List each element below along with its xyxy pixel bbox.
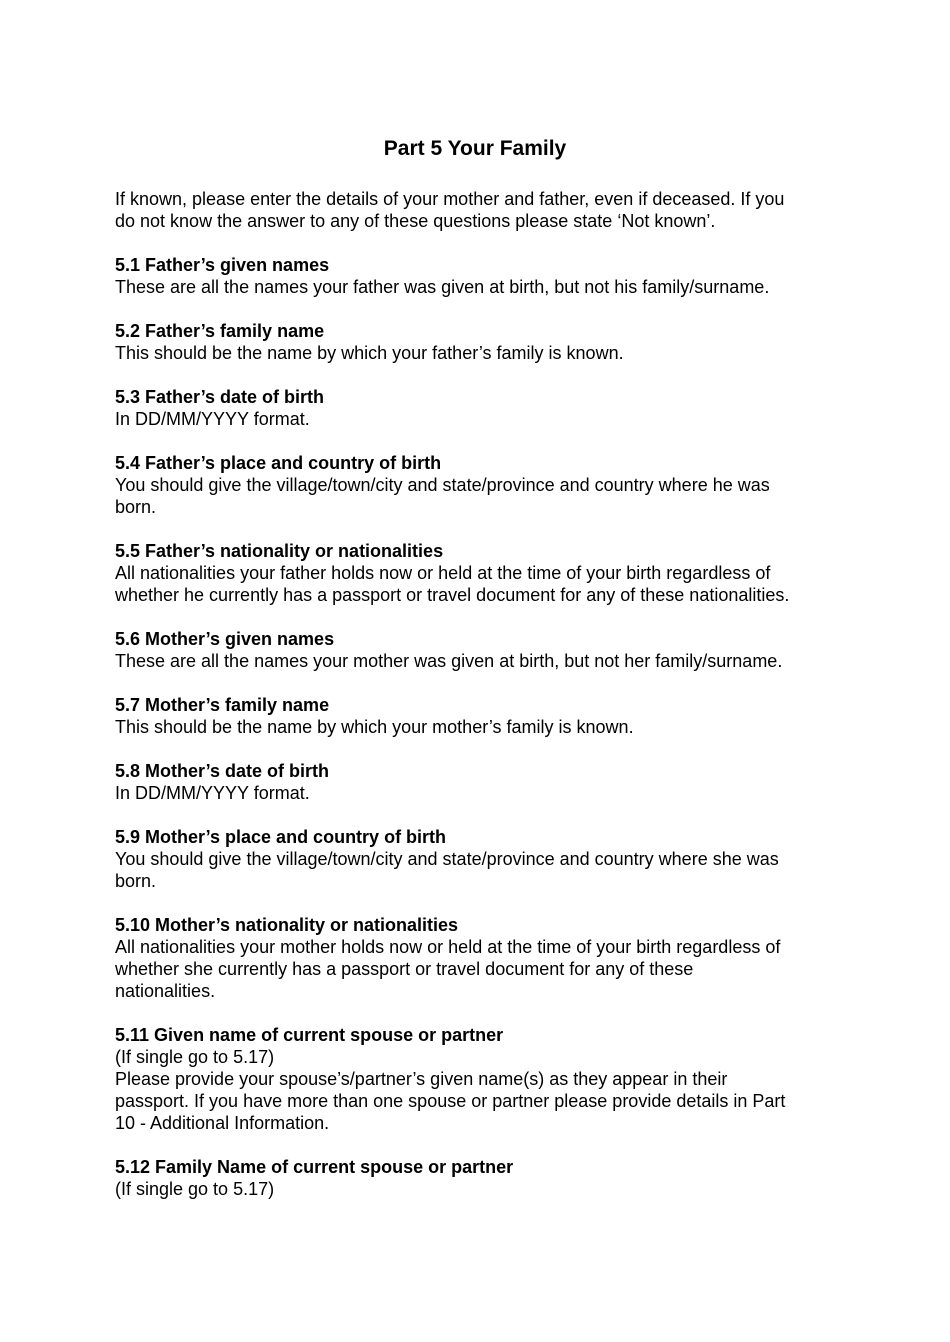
section-5-3 bbox=[115, 386, 855, 430]
intro-line: do not know the answer to any of these questions please state ‘Not known’. bbox=[115, 211, 716, 231]
section-heading: 5.7 Mother’s family name bbox=[115, 695, 330, 715]
section-heading: 5.6 Mother’s given names bbox=[115, 629, 335, 649]
section-heading: 5.11 Given name of current spouse or partner bbox=[115, 1025, 504, 1045]
section-heading: 5.12 Family Name of current spouse or partner bbox=[115, 1157, 514, 1177]
section-5-11 bbox=[115, 1024, 855, 1134]
intro-line: If known, please enter the details of your mother and father, even if deceased. If you bbox=[115, 189, 785, 209]
section-text: You should give the village/town/city and state/province and country where he was bbox=[115, 475, 770, 495]
section-heading: 5.10 Mother’s nationality or nationalities bbox=[115, 915, 459, 935]
section-text: whether he currently has a passport or travel document for any of these nationalities. bbox=[115, 585, 790, 605]
section-text: born. bbox=[115, 497, 157, 517]
intro-paragraph bbox=[115, 188, 855, 232]
section-text: This should be the name by which your mother’s family is known. bbox=[115, 717, 634, 737]
section-text: All nationalities your mother holds now or held at the time of your birth regardless of bbox=[115, 937, 781, 957]
section-text: (If single go to 5.17) bbox=[115, 1047, 275, 1067]
section-text: All nationalities your father holds now or held at the time of your birth regardless of bbox=[115, 563, 771, 583]
section-5-4 bbox=[115, 452, 855, 518]
section-5-12 bbox=[115, 1156, 855, 1200]
page-title: Part 5 Your Family bbox=[383, 137, 567, 160]
section-text: You should give the village/town/city and state/province and country where she was bbox=[115, 849, 779, 869]
section-heading: 5.5 Father’s nationality or nationalities bbox=[115, 541, 444, 561]
section-5-6 bbox=[115, 628, 855, 672]
section-text: In DD/MM/YYYY format. bbox=[115, 783, 310, 803]
section-5-2 bbox=[115, 320, 855, 364]
section-text: These are all the names your mother was given at birth, but not her family/surname. bbox=[115, 651, 783, 671]
section-text: This should be the name by which your father’s family is known. bbox=[115, 343, 624, 363]
section-5-10 bbox=[115, 914, 855, 1002]
section-heading: 5.9 Mother’s place and country of birth bbox=[115, 827, 447, 847]
section-text: (If single go to 5.17) bbox=[115, 1179, 275, 1199]
section-5-8 bbox=[115, 760, 855, 804]
section-text: In DD/MM/YYYY format. bbox=[115, 409, 310, 429]
section-text: whether she currently has a passport or travel document for any of these bbox=[115, 959, 694, 979]
section-heading: 5.3 Father’s date of birth bbox=[115, 387, 325, 407]
section-text: Please provide your spouse’s/partner’s given name(s) as they appear in their bbox=[115, 1069, 728, 1089]
section-text: passport. If you have more than one spouse or partner please provide details in Part bbox=[115, 1091, 786, 1111]
section-heading: 5.8 Mother’s date of birth bbox=[115, 761, 330, 781]
section-text: 10 - Additional Information. bbox=[115, 1113, 330, 1133]
section-heading: 5.4 Father’s place and country of birth bbox=[115, 453, 442, 473]
section-heading: 5.2 Father’s family name bbox=[115, 321, 325, 341]
section-5-5 bbox=[115, 540, 855, 606]
section-heading: 5.1 Father’s given names bbox=[115, 255, 330, 275]
section-text: born. bbox=[115, 871, 157, 891]
section-5-7 bbox=[115, 694, 855, 738]
section-5-9 bbox=[115, 826, 855, 892]
section-5-1 bbox=[115, 254, 855, 298]
section-text: nationalities. bbox=[115, 981, 216, 1001]
section-text: These are all the names your father was given at birth, but not his family/surname. bbox=[115, 277, 770, 297]
